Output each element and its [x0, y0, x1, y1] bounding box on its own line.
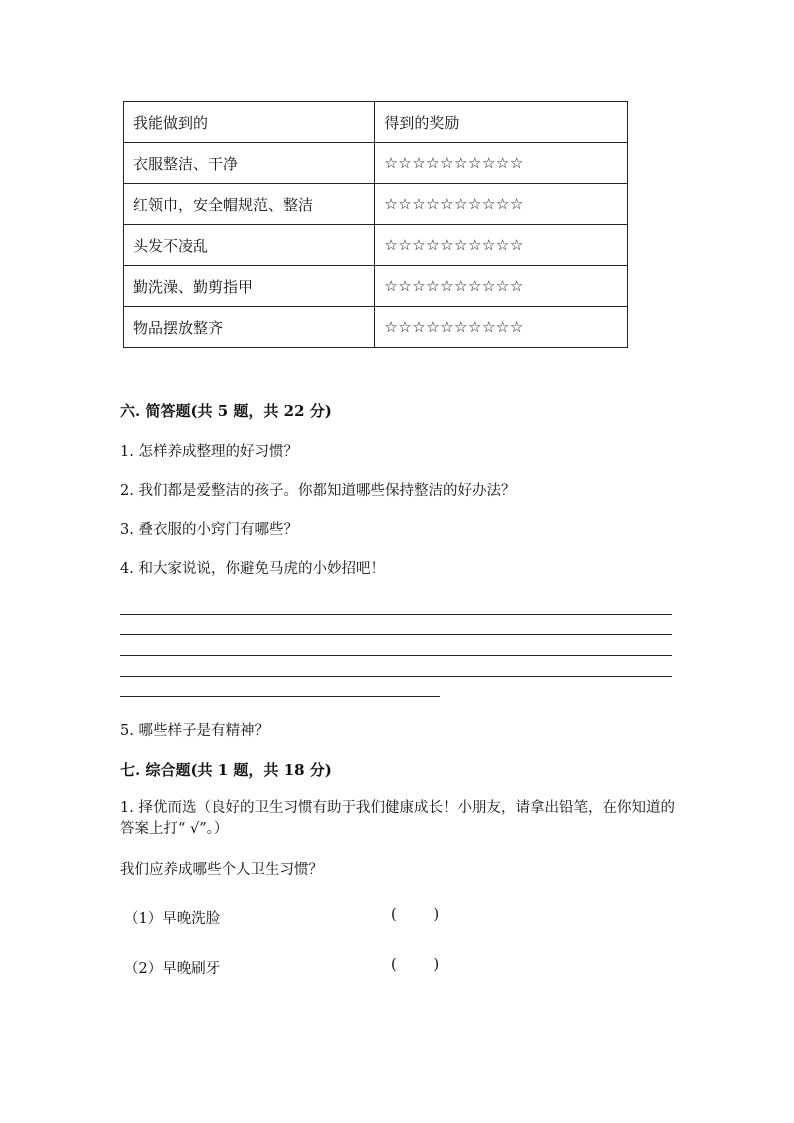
table-cell-stars: ☆☆☆☆☆☆☆☆☆☆ — [375, 143, 628, 184]
table-cell-item: 头发不凌乱 — [124, 225, 375, 266]
table-row — [124, 225, 628, 266]
table-cell-item: 衣服整洁、干净 — [124, 143, 375, 184]
table-cell-stars: ☆☆☆☆☆☆☆☆☆☆ — [375, 225, 628, 266]
answer-line[interactable] — [120, 676, 672, 677]
answer-line[interactable] — [120, 634, 672, 635]
table-cell-stars: ☆☆☆☆☆☆☆☆☆☆ — [375, 266, 628, 307]
table-cell-item: 勤洗澡、勤剪指甲 — [124, 266, 375, 307]
table-cell-item: 红领巾，安全帽规范、整洁 — [124, 184, 375, 225]
section-6-title: 六. 简答题(共 5 题，共 22 分) — [120, 402, 332, 420]
question-7-1: 1. 择优而选（良好的卫生习惯有助于我们健康成长！小朋友，请拿出铅笔，在你知道的答案上打“ √”。） — [120, 800, 675, 837]
table-header-cell: 我能做到的 — [124, 102, 375, 143]
reward-table — [123, 101, 628, 348]
table-row — [124, 307, 628, 348]
answer-line[interactable] — [120, 614, 672, 615]
question-7-prompt: 我们应养成哪些个人卫生习惯？ — [120, 862, 323, 878]
table-cell-item: 物品摆放整齐 — [124, 307, 375, 348]
table-row — [124, 143, 628, 184]
answer-blank[interactable]: ( ) — [391, 907, 440, 923]
question-6-4: 4. 和大家说说，你避免马虎的小妙招吧！ — [120, 561, 385, 577]
question-6-1: 1. 怎样养成整理的好习惯？ — [120, 444, 298, 460]
answer-blank[interactable]: ( ) — [391, 957, 440, 973]
table-header-cell: 得到的奖励 — [375, 102, 628, 143]
table-row — [124, 184, 628, 225]
table-cell-stars: ☆☆☆☆☆☆☆☆☆☆ — [375, 184, 628, 225]
table-row — [124, 266, 628, 307]
option-label: （1）早晚洗脸 — [124, 911, 221, 927]
answer-line[interactable] — [120, 696, 440, 697]
question-6-5: 5. 哪些样子是有精神？ — [120, 723, 269, 739]
option-label: （2）早晚刷牙 — [124, 961, 221, 977]
table-header-row — [124, 102, 628, 143]
section-7-title: 七. 综合题(共 1 题，共 18 分) — [120, 761, 332, 779]
question-6-2: 2. 我们都是爱整洁的孩子。你都知道哪些保持整洁的好办法？ — [120, 483, 516, 499]
table-cell-stars: ☆☆☆☆☆☆☆☆☆☆ — [375, 307, 628, 348]
answer-line[interactable] — [120, 655, 672, 656]
question-6-3: 3. 叠衣服的小窍门有哪些？ — [120, 522, 298, 538]
